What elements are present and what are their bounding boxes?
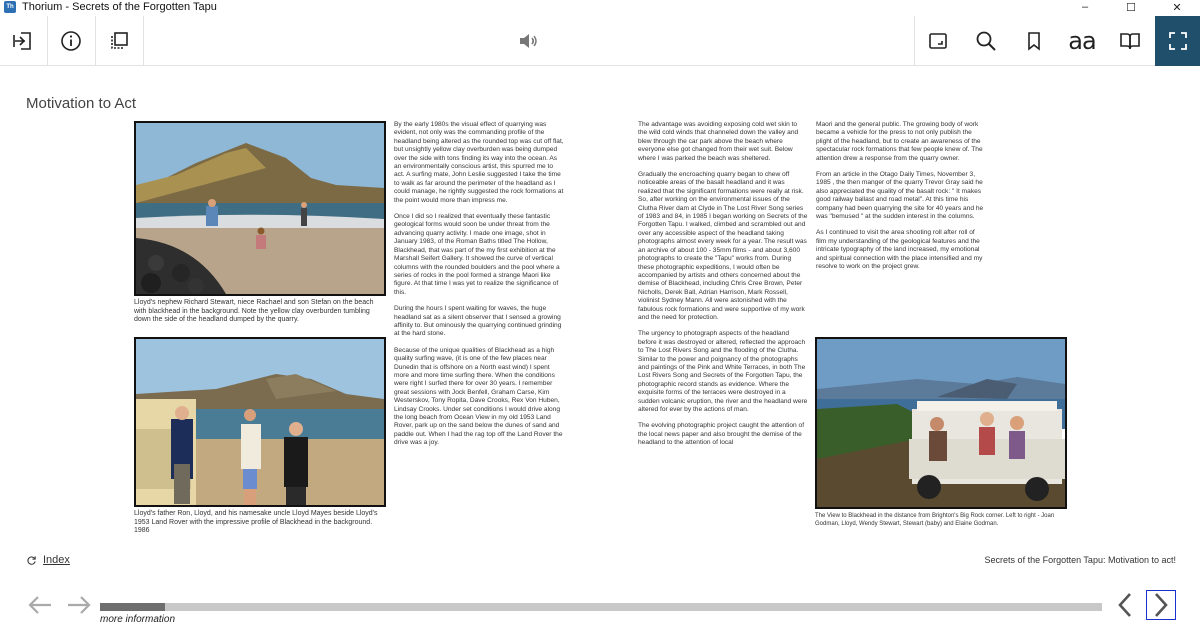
paragraph: During the hours I spent waiting for waves, the huge headland sat as a silent observer that I sensed a growing affinity to. But ominously the quarrying continued grinding at the hard stone. [394, 305, 562, 338]
photo-beach-children [134, 121, 386, 296]
photo-view-to-blackhead [815, 337, 1067, 509]
next-page-button[interactable] [1146, 590, 1176, 620]
bookmark-icon [1022, 29, 1046, 53]
index-link-label[interactable]: Index [43, 554, 70, 566]
minimize-button[interactable]: – [1081, 1, 1089, 13]
photo-caption: Lloyd's father Ron, Lloyd, and his namesake uncle Lloyd Mayes beside Lloyd's 1953 Land Rover with the impressive profile of Blackhead in the background. 1986 [134, 510, 378, 534]
chevron-left-icon [1116, 592, 1134, 618]
chevron-right-icon [1152, 592, 1170, 618]
close-window-button[interactable]: ✕ [1172, 1, 1182, 14]
right-page-text-column-1 [638, 121, 808, 456]
photo-caption: Lloyd's nephew Richard Stewart, niece Rachael and son Stefan on the beach with blackhead in the background. Note the yellow clay overburden tumbling down the side of the headland dumped by the quarry. [134, 299, 374, 323]
window-titlebar [0, 0, 1200, 14]
photo-landrover-family [134, 337, 386, 507]
paragraph: Once I did so I realized that eventually these fantastic geological forms would soon be under threat from the advancing quarry activity. I made one image, shot in January 1983, of the Roman Baths titled The Hollow, Blackhead, that was part of the my first exhibition at the Marshall Seifert Gallery. It showed the curve of vertical columns with the rounded boulders and the pool where a series of rocks in the pool formed a strange Maori like figure. At that time I was yet to realize the significance of this. [394, 213, 560, 296]
screen-fit-button[interactable] [915, 16, 961, 66]
paragraph: Maori and the general public. The growing body of work became a vehicle for the press to not only publish the plight of the headland, but to create an awareness of the spectacular rock formations that few people knew of. The attention drew a response from the quarry owner. [816, 121, 983, 162]
bookmark-button[interactable] [1011, 16, 1057, 66]
paragraph: Gradually the encroaching quarry began to chew off noticeable areas of the basalt headland and it was realized that the significant formations were really at risk. So, after working on the environmental issues of the Clutha River dam at Clyde in The Lost River Song series of 1983 and 84, in 1985 I began working on Secrets of the Forgotten Tapu. I walked, climbed and scrambled out and over any accessible aspect of the headland taking photographs almost every week for a year. The result was an archive of about 100 - 35mm films - and about 3,600 photographs to create the "Tapu" works from. During these photographic expeditions, I would often be accompanied by artists and others concerned about the demise of Blackhead, including Chris Cree Brown, Peter Nicholls, Derek Ball, Adrian Harrison, Mark Rossell, violinist Sydney Mann. All were astonished with the fabulous rock formations and were supportive of my work and the need for protection. [638, 171, 808, 321]
paragraph: The urgency to photograph aspects of the headland before it was destroyed or altered, reflected the approach to The Lost Rivers Song and the flooding of the Clutha. Similar to the power and poignancy of the photographs and paintings of the Pink and White Terraces, in both The Lost Rivers Song and Secrets of the Forgotten Tapu, the photographic record stands as evidence. Where the exquisite forms of the terraces were destroyed in a sudden volcanic eruption, the river and the headland were altered for ever by the actions of man. [638, 330, 808, 413]
right-page-text-column-2 [816, 121, 986, 280]
reader-toolbar [0, 16, 1200, 66]
paragraph: By the early 1980s the visual effect of quarrying was evident, not only was the commanding profile of the headland being altered as the rounded top was cut off flat, but unsightly yellow clay overburden was being dumped over the side with tons finding its way into the ocean. As an environmentally conscious artist, this spurred me to act. A surfing mate, John Leslie suggested I take the time to walk as far around the perimeter of the headland as I could manage, he rightly suggested the rock formations at the point would more than impress me. [394, 121, 564, 204]
paragraph: Because of the unique qualities of Blackhead as a high quality surfing wave, (it is one of the few places near Dunedin that is offshore on a North east wind) I spent more and more time surfing there. When the conditions were right I surfed there for over 30 years. I remember great sessions with Jock Benfell, Graham Carse, Kim Westerskov, Tony Ropita, Dave Crooks, Rex Von Huben, Lindsay Crooks. Under set conditions I would drive along the long beach from Ocean View in my old 1953 Land Rover, park up on the sand below the dunes of sand and paddle out. When I had the rag top off the Land Rover the drive was a joy. [394, 346, 563, 447]
table-of-contents-button[interactable] [96, 16, 142, 66]
maximize-button[interactable]: ☐ [1126, 1, 1136, 14]
index-link[interactable] [26, 554, 70, 566]
paragraph: From an article in the Otago Daily Times, November 3, 1985 , the then manger of the quarry Trevor Gray said he also appreciated the quality of the basalt rock: " It makes good railway ballast and road metal". At this time his company had been quarrying the site for 40 years and he was "bemused " at the sudden interest in the columns. [816, 171, 984, 221]
running-footer: Secrets of the Forgotten Tapu: Motivation to act! [984, 555, 1176, 565]
fullscreen-icon [1166, 29, 1190, 53]
window-title: Thorium - Secrets of the Forgotten Tapu [22, 1, 217, 13]
text-settings-icon: aa [1068, 27, 1096, 55]
arrow-right-icon [66, 595, 92, 615]
more-information-label[interactable]: more information [100, 614, 176, 625]
info-icon [59, 29, 83, 53]
left-page-text-column [394, 121, 564, 456]
refresh-icon [26, 555, 37, 566]
chapter-title: Motivation to Act [26, 95, 137, 112]
speaker-icon [516, 29, 540, 53]
search-icon [974, 29, 998, 53]
reading-mode-button[interactable] [1107, 16, 1153, 66]
screen-fit-icon [926, 29, 950, 53]
reading-progress-fill [100, 603, 165, 611]
photo-caption: The View to Blackhead in the distance from Brighton's Big Rock corner. Left to right - Joan Godman, Lloyd, Wendy Stewart, Stewart (baby) and Elaine Godman. [815, 513, 1055, 527]
reading-progress-bar[interactable] [100, 603, 1102, 611]
reading-mode-icon [1118, 29, 1142, 53]
back-to-library-icon [11, 29, 35, 53]
fullscreen-button[interactable] [1155, 16, 1200, 66]
back-to-library-button[interactable] [0, 16, 46, 66]
arrow-left-icon [27, 595, 53, 615]
search-button[interactable] [963, 16, 1009, 66]
paragraph: As I continued to visit the area shooting roll after roll of film my understanding of the geological features and the intricate typography of the land increased, my emotional and spiritual connection with the place intensified and my resolve to work on the project grew. [816, 229, 983, 271]
paragraph: The advantage was avoiding exposing cold wet skin to the wild cold winds that channeled down the valley and blew through the car park above the beach where everyone else got changed from their wet suit. Below where I was parked the beach was sheltered. [638, 121, 799, 162]
history-forward-button[interactable] [64, 590, 94, 620]
read-aloud-button[interactable] [505, 16, 551, 66]
table-of-contents-icon [107, 29, 131, 53]
text-settings-button[interactable] [1059, 16, 1105, 66]
previous-page-button[interactable] [1110, 590, 1140, 620]
history-back-button[interactable] [25, 590, 55, 620]
info-button[interactable] [48, 16, 94, 66]
paragraph: The evolving photographic project caught the attention of the local news paper and also brought the demise of the headland to the attention of local [638, 422, 805, 447]
thorium-logo-icon: Th [4, 1, 16, 13]
